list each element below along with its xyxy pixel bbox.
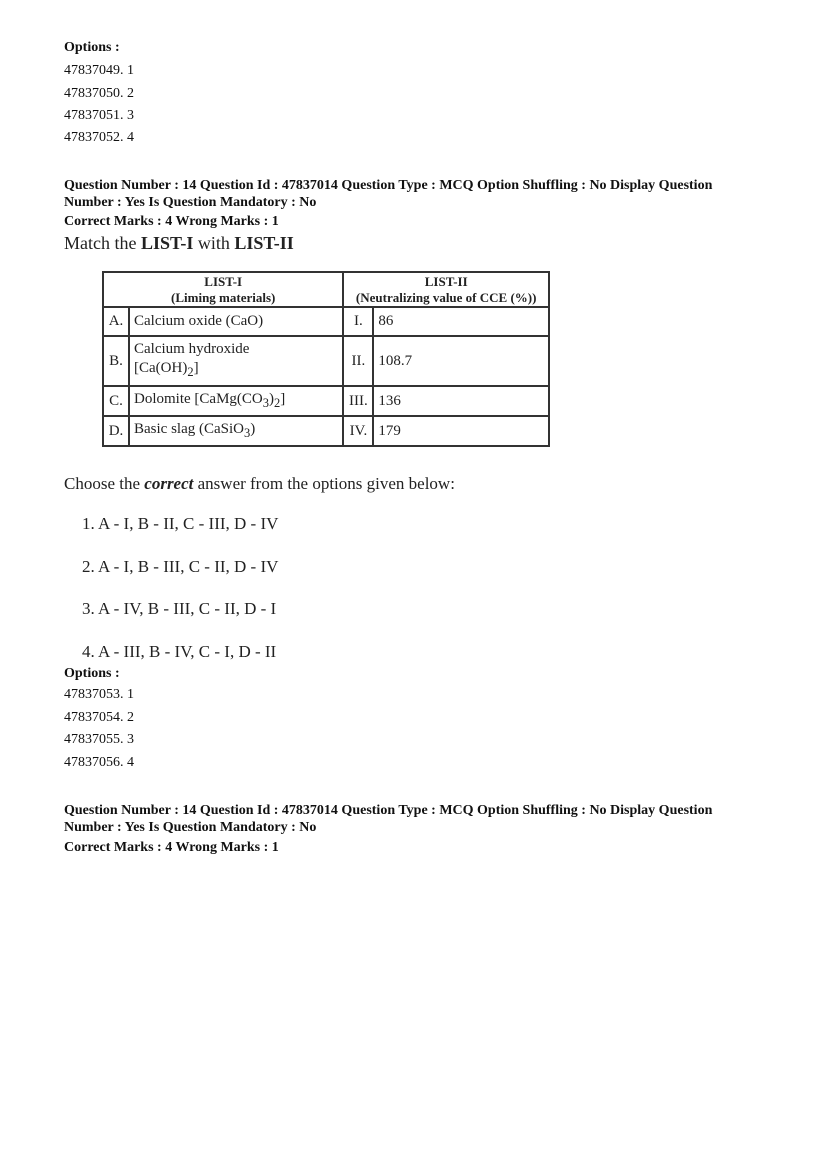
list2-header-sub: (Neutralizing value of CCE (%)) [355,289,537,305]
formula-text: ) [269,391,274,407]
row-material [129,416,343,446]
row-value: 136 [373,386,549,416]
table-row [103,416,549,446]
row-letter: D. [103,416,129,446]
row-letter: B. [103,336,129,386]
row-roman: III. [343,386,373,416]
option-line: 47837050. 2 [64,86,134,101]
match-table [102,271,550,447]
row-material-line: Calcium hydroxide [134,341,250,357]
marks-line: Correct Marks : 4 Wrong Marks : 1 [64,214,279,229]
answer-choice: 3. A - IV, B - III, C - II, D - I [82,599,277,618]
question-meta [64,177,764,211]
row-material: Calcium oxide (CaO) [129,307,343,336]
option-line: 47837051. 3 [64,108,134,123]
row-letter: A. [103,307,129,336]
row-material-line [134,359,338,382]
formula-sub: 3 [262,396,269,410]
list1-header-title: LIST-I [204,273,243,289]
question-meta-line: Number : Yes Is Question Mandatory : No [64,195,317,210]
answer-choice: 4. A - III, B - IV, C - I, D - II [82,642,277,661]
formula-sub: 2 [187,365,194,379]
option-line: 47837054. 2 [64,710,134,725]
row-roman: IV. [343,416,373,446]
prompt-list1: LIST-I [140,233,194,253]
marks-line: Correct Marks : 4 Wrong Marks : 1 [64,840,279,855]
table-row [103,307,549,336]
option-line: 47837052. 4 [64,130,134,145]
option-line: 47837049. 1 [64,63,134,78]
row-material [129,336,343,386]
formula-text: ] [193,360,199,376]
row-roman: II. [343,336,373,386]
row-value: 179 [373,416,549,446]
formula-sub: 2 [274,396,281,410]
question-meta-line: Question Number : 14 Question Id : 47837014 Question Type : MCQ Option Shuffling : No Display Question [64,803,713,818]
options-label: Options : [64,40,120,55]
question-meta-line: Question Number : 14 Question Id : 47837014 Question Type : MCQ Option Shuffling : No Display Question [64,178,713,193]
question-meta [64,802,764,836]
choose-instruction [64,474,455,494]
row-material [129,386,343,416]
row-letter: C. [103,386,129,416]
row-value: 108.7 [373,336,549,386]
prompt-text: with [193,233,235,253]
formula-text: Dolomite [CaMg(CO [134,391,263,407]
formula-text: ] [280,391,286,407]
formula-text: ) [250,421,256,437]
answer-choice: 2. A - I, B - III, C - II, D - IV [82,557,279,576]
list2-header [343,272,549,307]
choose-text: Choose the [64,474,145,493]
option-line: 47837056. 4 [64,755,134,770]
question-prompt [64,233,294,254]
prompt-list2: LIST-II [234,233,294,253]
choose-text: answer from the options given below: [193,474,455,493]
formula-text: [Ca(OH) [134,360,188,376]
list1-header-sub: (Liming materials) [171,289,276,305]
row-roman: I. [343,307,373,336]
option-line: 47837053. 1 [64,687,134,702]
list1-header [103,272,343,307]
prompt-text: Match the [64,233,141,253]
row-value: 86 [373,307,549,336]
options-label: Options : [64,666,120,681]
option-line: 47837055. 3 [64,732,134,747]
choose-emphasis: correct [144,474,194,493]
formula-sub: 3 [244,426,251,440]
table-row [103,386,549,416]
table-row [103,336,549,386]
formula-text: Basic slag (CaSiO [134,421,244,437]
list2-header-title: LIST-II [424,273,468,289]
answer-choice: 1. A - I, B - II, C - III, D - IV [82,514,279,533]
question-meta-line: Number : Yes Is Question Mandatory : No [64,820,317,835]
